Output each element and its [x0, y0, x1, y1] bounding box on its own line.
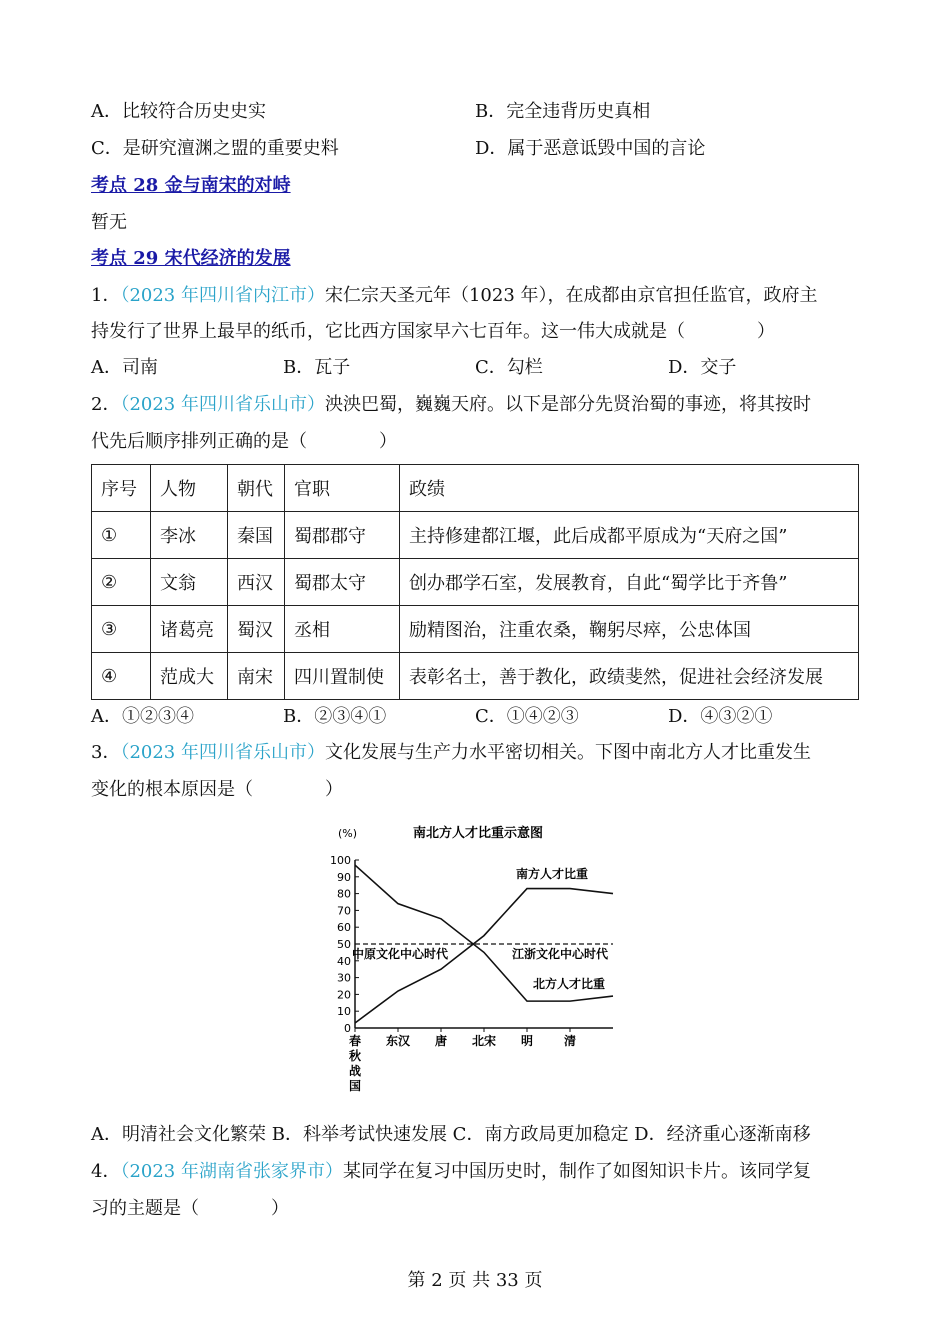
q1-source: （2023 年四川省内江市） [120, 285, 325, 306]
q4-line1 [91, 1159, 811, 1185]
table-cell: ① [92, 512, 151, 559]
q1-text: 宋仁宗天圣元年（1023 年），在成都由京官担任监官，政府主 [324, 285, 818, 306]
table-cell: 励精图治，注重农桑，鞠躬尽瘁，公忠体国 [400, 606, 859, 653]
q1-option-d: D．交子 [668, 357, 737, 378]
left-era-label: 中原文化中心时代 [352, 947, 449, 961]
table-cell: ② [92, 559, 151, 606]
q3-line2: 变化的根本原因是（ ） [91, 779, 343, 800]
q2-line1 [91, 392, 811, 418]
q4-line2: 习的主题是（ ） [91, 1198, 289, 1219]
q3-text: 文化发展与生产力水平密切相关。下图中南北方人才比重发生 [324, 742, 811, 763]
q2-text: 泱泱巴蜀，巍巍天府。以下是部分先贤治蜀的事迹，将其按时 [324, 394, 811, 415]
x-tick-label: 明 [520, 1034, 534, 1048]
table-cell: 蜀郡郡守 [285, 512, 400, 559]
page-footer: 第 2 页 共 33 页 [407, 1270, 543, 1291]
y-tick-label: 100 [330, 854, 351, 867]
q3-number: 3． [91, 742, 121, 763]
header-cell: 朝代 [228, 465, 285, 512]
south-series-label: 南方人才比重 [516, 867, 589, 881]
header-cell: 官职 [285, 465, 400, 512]
option-b: B．完全违背历史真相 [475, 101, 651, 122]
q2-number: 2． [91, 394, 121, 415]
table-cell: 创办郡学石室，发展教育，自此“蜀学比于齐鲁” [400, 559, 859, 606]
table-cell: 秦国 [228, 512, 285, 559]
table-cell: 文翁 [151, 559, 228, 606]
q1-line2: 持发行了世界上最早的纸币，它比西方国家早六七百年。这一伟大成就是（ ） [91, 321, 775, 342]
q1-option-b: B．瓦子 [283, 357, 351, 378]
talent-ratio-chart [328, 820, 658, 1095]
right-era-label: 江浙文化中心时代 [512, 947, 609, 961]
q1-number: 1． [91, 285, 121, 306]
q2-option-a: A．①②③④ [91, 706, 194, 727]
table-cell: ③ [92, 606, 151, 653]
x-tick-label: 清 [563, 1034, 577, 1048]
header-cell: 政绩 [400, 465, 859, 512]
y-tick-label: 0 [344, 1022, 351, 1035]
table-row [92, 559, 859, 606]
table-cell: 诸葛亮 [151, 606, 228, 653]
q4-number: 4． [91, 1161, 121, 1182]
y-tick-label: 90 [337, 870, 351, 884]
table-cell: 范成大 [151, 653, 228, 700]
y-tick-label: 80 [337, 887, 351, 901]
option-d: D．属于恶意诋毁中国的言论 [475, 138, 706, 159]
table-cell: 表彰名士，善于教化，政绩斐然，促进社会经济发展 [400, 653, 859, 700]
table-row [92, 606, 859, 653]
section-29-heading[interactable]: 考点 29 宋代经济的发展 [91, 248, 291, 269]
y-tick-label: 60 [337, 921, 351, 935]
table-cell: 蜀郡太守 [285, 559, 400, 606]
q2-option-d: D．④③②① [668, 706, 773, 727]
table-cell: 丞相 [285, 606, 400, 653]
table-cell: 西汉 [228, 559, 285, 606]
table-cell: 四川置制使 [285, 653, 400, 700]
q2-line2: 代先后顺序排列正确的是（ ） [91, 431, 397, 452]
q3-options: A．明清社会文化繁荣 B．科举考试快速发展 C．南方政局更加稳定 D．经济重心逐渐南移 [91, 1124, 811, 1145]
q4-source: （2023 年湖南省张家界市） [120, 1161, 343, 1182]
q3-line1 [91, 740, 811, 766]
table-row [92, 653, 859, 700]
table-cell: 李冰 [151, 512, 228, 559]
y-tick-label: 30 [337, 971, 351, 985]
header-cell: 序号 [92, 465, 151, 512]
header-cell: 人物 [151, 465, 228, 512]
table-cell: 南宋 [228, 653, 285, 700]
option-a: A．比较符合历史史实 [91, 101, 266, 122]
table-cell: 主持修建都江堰，此后成都平原成为“天府之国” [400, 512, 859, 559]
q3-source: （2023 年四川省乐山市） [120, 742, 325, 763]
governance-table [91, 464, 859, 700]
table-cell: 蜀汉 [228, 606, 285, 653]
table-cell: ④ [92, 653, 151, 700]
q1-option-c: C．勾栏 [475, 357, 543, 378]
table-row [92, 512, 859, 559]
x-tick-label: 东汉 [385, 1034, 411, 1048]
chart-ylabel: (%) [338, 827, 358, 840]
y-tick-label: 70 [337, 904, 351, 918]
q2-option-b: B．②③④① [283, 706, 387, 727]
q1-line1 [91, 283, 818, 309]
y-tick-label: 10 [337, 1005, 351, 1019]
y-tick-label: 50 [337, 938, 351, 951]
chart-title: 南北方人才比重示意图 [412, 826, 544, 841]
x-tick-label: 唐 [434, 1034, 448, 1048]
q4-text: 某同学在复习中国历史时，制作了如图知识卡片。该同学复 [342, 1161, 811, 1182]
section-28-note: 暂无 [91, 212, 127, 233]
q2-source: （2023 年四川省乐山市） [120, 394, 325, 415]
x-tick-label: 春秋战国 [348, 1034, 362, 1093]
option-c: C．是研究澶渊之盟的重要史料 [91, 138, 339, 159]
q2-option-c: C．①④②③ [475, 706, 579, 727]
x-tick-label: 北宋 [471, 1034, 497, 1048]
q1-option-a: A．司南 [91, 357, 158, 378]
y-tick-label: 40 [337, 954, 351, 968]
section-28-heading[interactable]: 考点 28 金与南宋的对峙 [91, 175, 291, 196]
y-tick-label: 20 [337, 988, 351, 1002]
north-series-label: 北方人才比重 [533, 977, 606, 991]
table-header-row [92, 465, 859, 512]
